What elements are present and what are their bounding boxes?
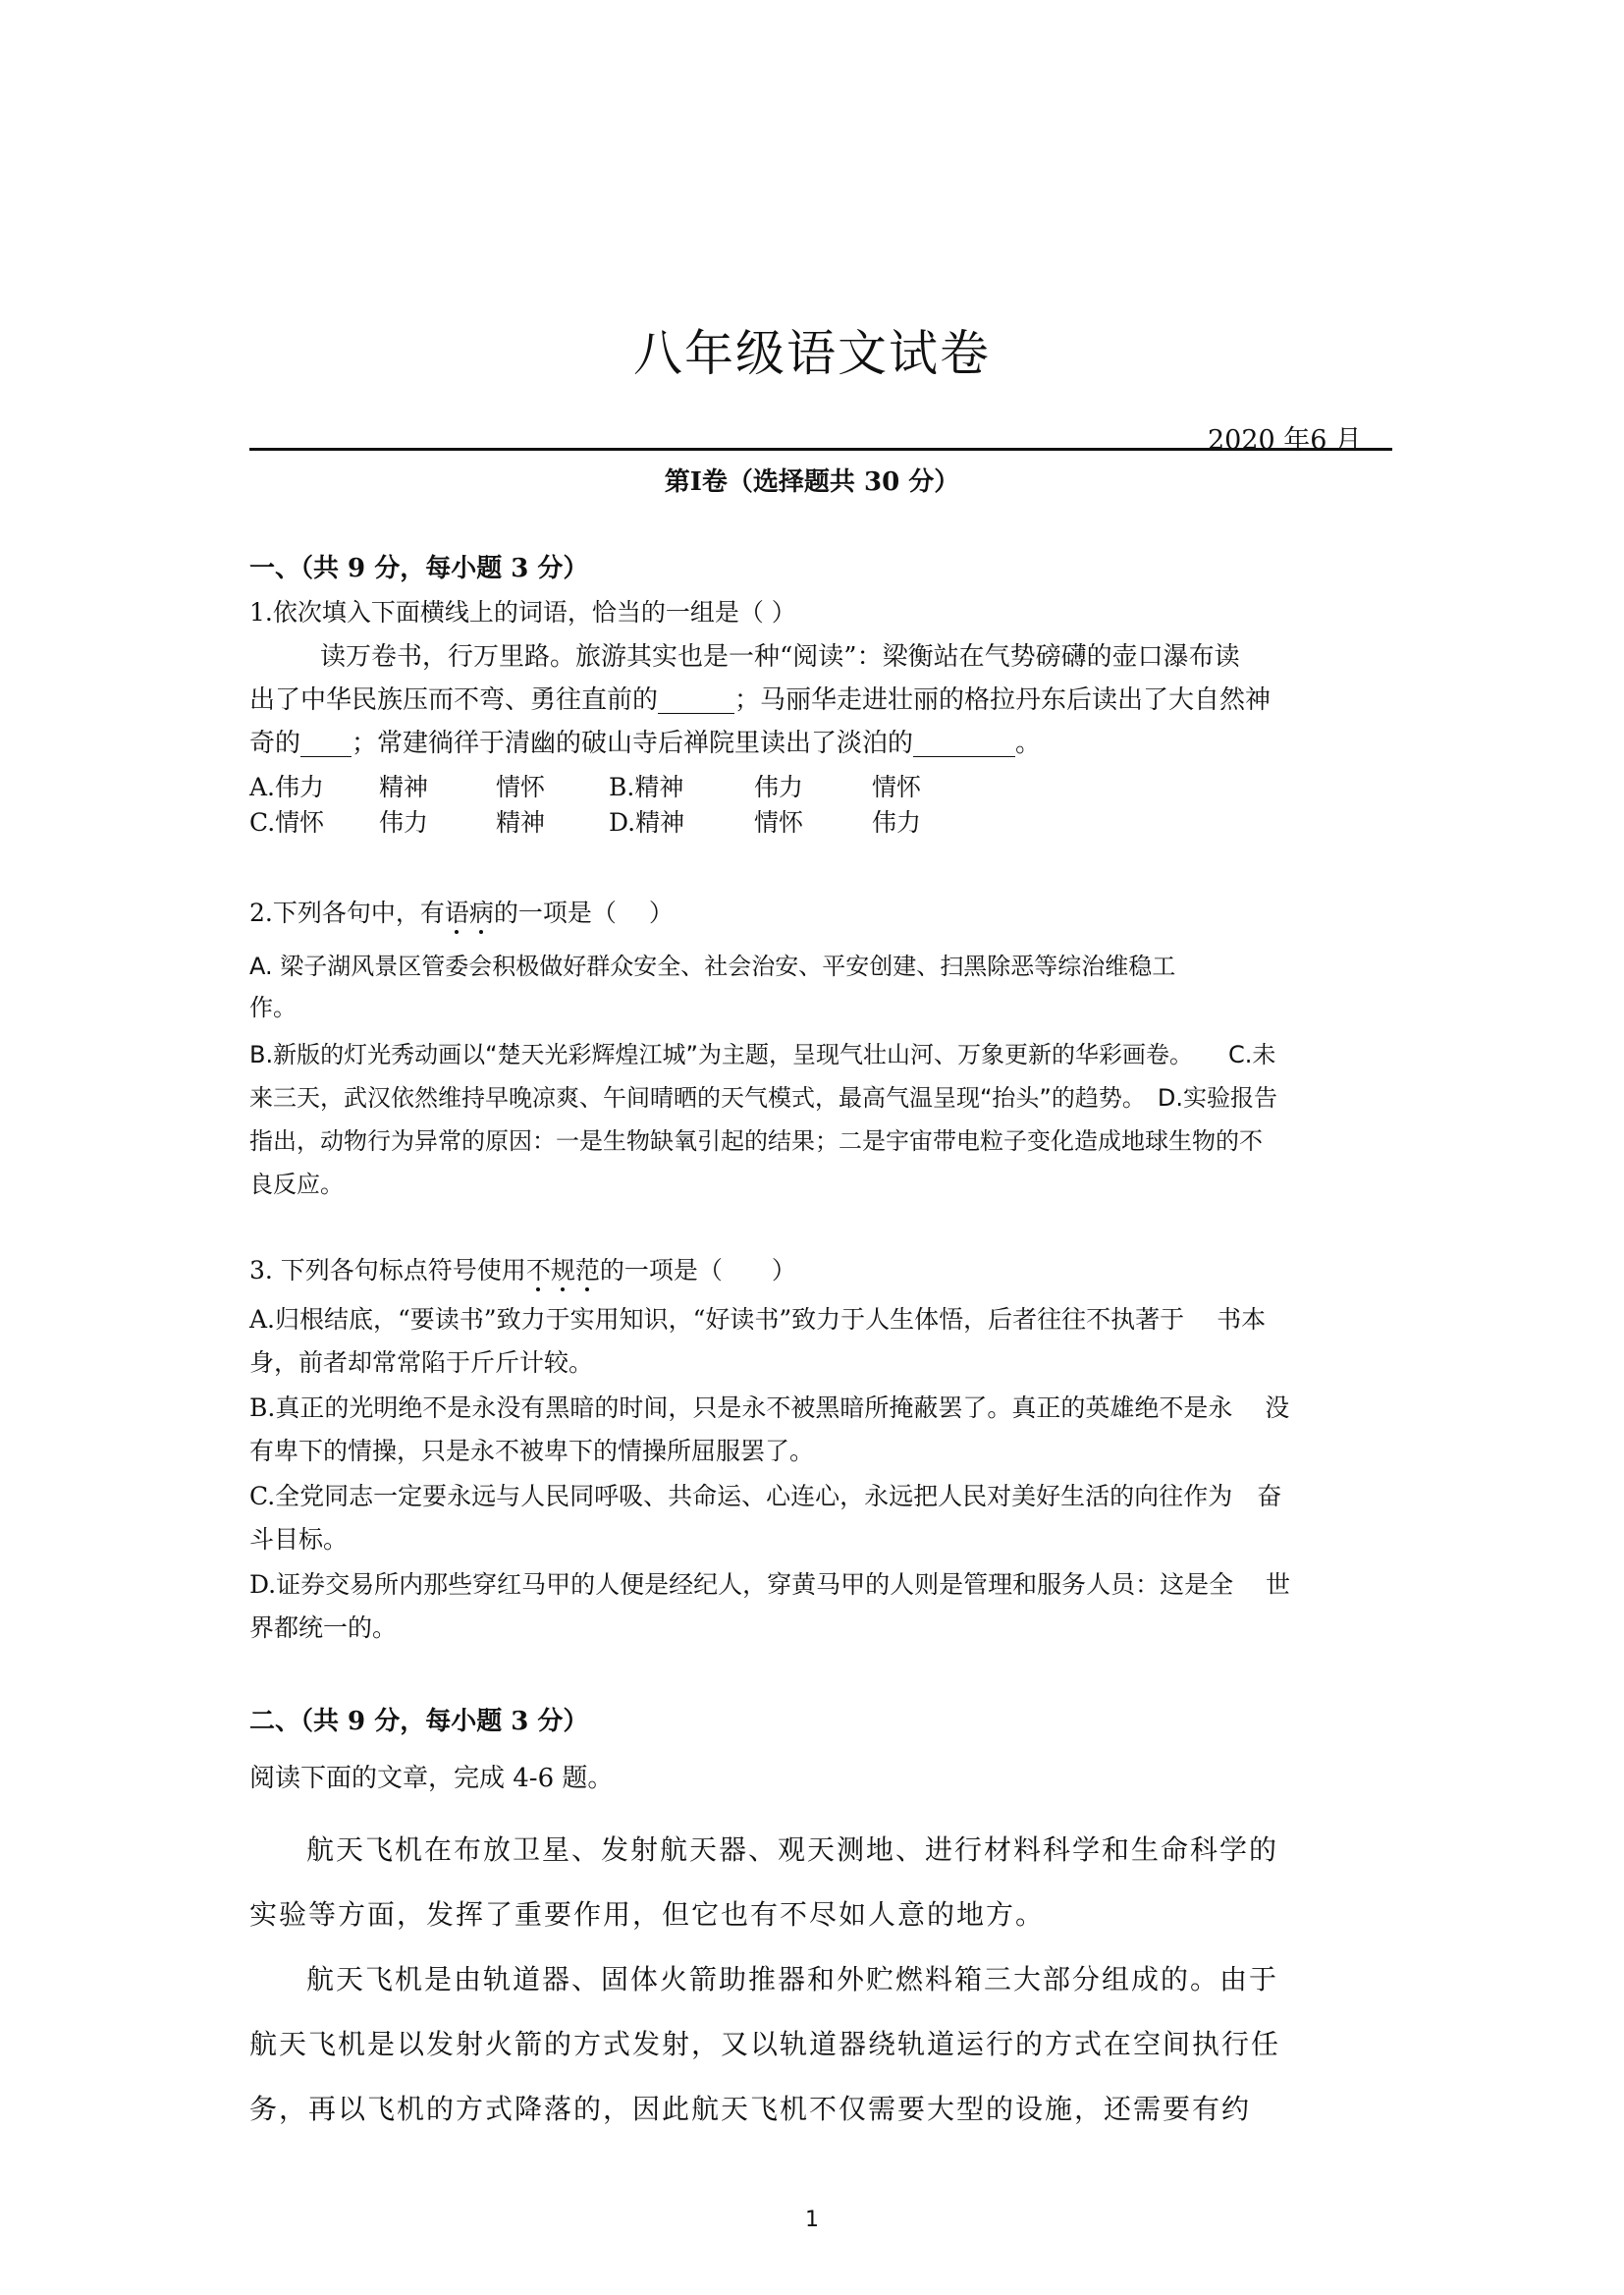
q1-option-b: B.精神 <box>609 773 684 801</box>
q2-line: B.新版的灯光秀动画以“楚天光彩辉煌江城”为主题，呈现气壮山河、万象更新的华彩画卷。 C.未 <box>249 1041 1276 1068</box>
q1-option-b-word2: 伟力 <box>754 773 804 801</box>
q2-line: 作。 <box>249 994 297 1021</box>
q1-option-d-word2: 情怀 <box>754 808 804 837</box>
section2-intro: 阅读下面的文章，完成 4-6 题。 <box>249 1764 614 1793</box>
q1-line: 奇的____；常建徜徉于清幽的破山寺后禅院里读出了淡泊的________。 <box>249 729 1042 758</box>
q2-line: 良反应。 <box>249 1171 344 1198</box>
section1-heading: 一、（共 9 分，每小题 3 分） <box>249 554 589 583</box>
q2-stem-suffix: 的一项是（ ） <box>493 899 674 927</box>
q2-line: 来三天，武汉依然维持早晚凉爽、午间晴晒的天气模式，最高气温呈现“抬头”的趋势。 D.实验报告 <box>249 1084 1277 1112</box>
q1-line: 出了中华民族压而不弯、勇往直前的______；马丽华走进壮丽的格拉丹东后读出了大自然神 <box>249 685 1272 715</box>
emphasis-dot-char: 语 <box>445 894 469 929</box>
q2-line: A. 梁子湖风景区管委会积极做好群众安全、社会治安、平安创建、扫黑除恶等综治维稳工 <box>249 953 1176 980</box>
section2-heading: 二、（共 9 分，每小题 3 分） <box>249 1707 589 1736</box>
q1-option-a: A.伟力 <box>249 773 325 801</box>
q3-stem-prefix: 3. 下列各句标点符号使用 <box>249 1256 526 1284</box>
emphasis-dot-char: 范 <box>575 1251 600 1286</box>
passage-line: 务，再以飞机的方式降落的，因此航天飞机不仅需要大型的设施，还需要有约 <box>249 2093 1252 2125</box>
q1-option-c-word3: 精神 <box>496 808 546 837</box>
emphasis-dot-char: 规 <box>551 1251 575 1286</box>
q1-option-c-word2: 伟力 <box>379 808 429 837</box>
q1-option-b-word3: 情怀 <box>872 773 922 801</box>
q1-option-d: D.精神 <box>609 808 685 837</box>
part-title: 第Ⅰ卷（选择题共 30 分） <box>664 467 960 497</box>
q2-stem-prefix: 2.下列各句中，有 <box>249 899 445 927</box>
q3-line: 有卑下的情操，只是永不被卑下的情操所屈服罢了。 <box>249 1437 815 1465</box>
q3-line: B.真正的光明绝不是永没有黑暗的时间，只是永不被黑暗所掩蔽罢了。真正的英雄绝不是永 没 <box>249 1393 1290 1422</box>
q3-stem <box>249 1251 796 1286</box>
q2-stem <box>249 894 674 929</box>
q3-line: D.证券交易所内那些穿红马甲的人便是经纪人，穿黄马甲的人则是管理和服务人员：这是全 世 <box>249 1570 1291 1599</box>
q3-line: C.全党同志一定要永远与人民同呼吸、共命运、心连心，永远把人民对美好生活的向往作为 奋 <box>249 1482 1282 1510</box>
passage-line: 实验等方面，发挥了重要作用，但它也有不尽如人意的地方。 <box>249 1898 1046 1931</box>
passage-line: 航天飞机在布放卫星、发射航天器、观天测地、进行材料科学和生命科学的 <box>306 1833 1279 1866</box>
q3-line: 身，前者却常常陷于斤斤计较。 <box>249 1348 594 1377</box>
q1-option-a-word2: 精神 <box>379 773 429 801</box>
page-number: 1 <box>805 2208 819 2232</box>
q2-line: 指出，动物行为异常的原因：一是生物缺氧引起的结果；二是宇宙带电粒子变化造成地球生物的不 <box>249 1127 1263 1155</box>
q1-option-a-word3: 情怀 <box>496 773 546 801</box>
q3-line: 界都统一的。 <box>249 1613 398 1642</box>
exam-title: 八年级语文试卷 <box>633 325 991 382</box>
q1-stem: 1.依次填入下面横线上的词语，恰当的一组是（ ） <box>249 598 796 627</box>
q3-line: A.归根结底，“要读书”致力于实用知识，“好读书”致力于人生体悟，后者往往不执著于 书本 <box>249 1305 1267 1334</box>
exam-date: 2020 年6 月 <box>1208 425 1363 456</box>
q1-line: 读万卷书，行万里路。旅游其实也是一种“阅读”：梁衡站在气势磅礴的壶口瀑布读 <box>320 642 1240 672</box>
q3-line: 斗目标。 <box>249 1525 349 1554</box>
emphasis-dot-char: 不 <box>526 1251 551 1286</box>
q3-stem-suffix: 的一项是（ ） <box>599 1256 796 1284</box>
passage-line: 航天飞机是由轨道器、固体火箭助推器和外贮燃料箱三大部分组成的。由于 <box>306 1963 1279 1995</box>
q1-option-c: C.情怀 <box>249 808 325 837</box>
header-divider <box>249 448 1392 451</box>
passage-line: 航天飞机是以发射火箭的方式发射，又以轨道器绕轨道运行的方式在空间执行任 <box>249 2028 1281 2060</box>
q1-option-d-word3: 伟力 <box>872 808 922 837</box>
emphasis-dot-char: 病 <box>469 894 494 929</box>
